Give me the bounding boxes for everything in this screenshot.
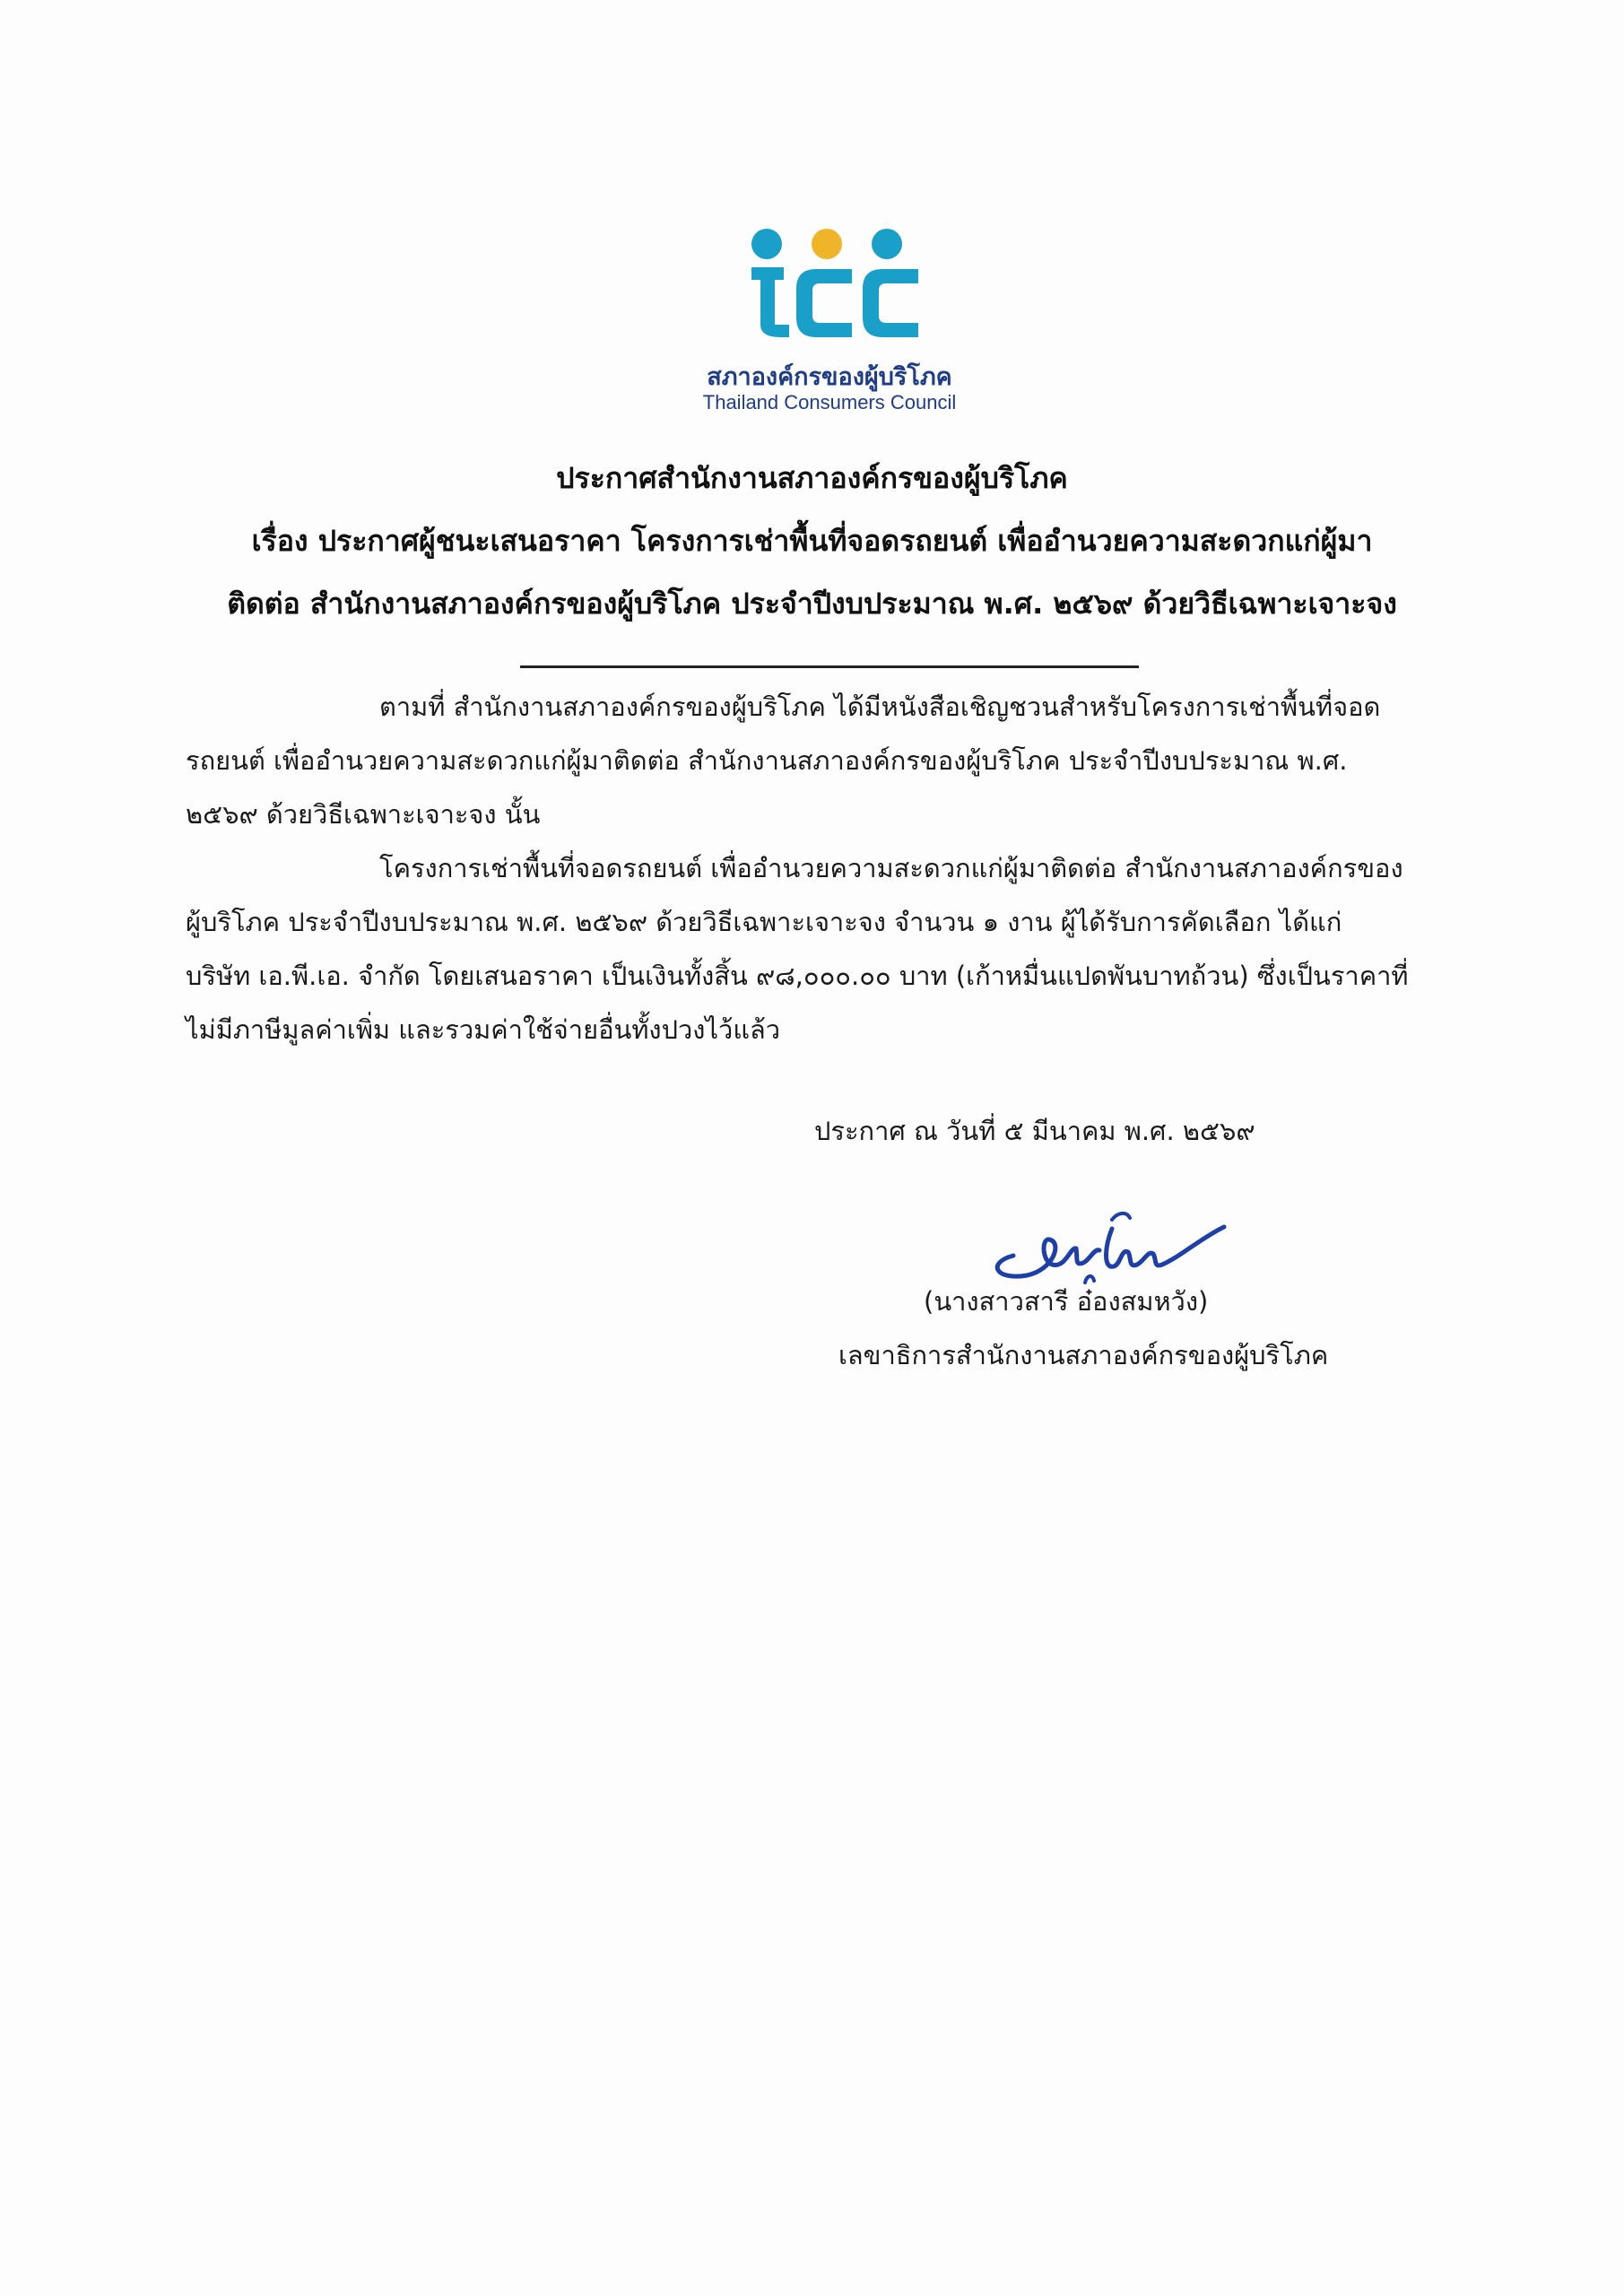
title-line-1: ประกาศสำนักงานสภาองค์กรของผู้บริโภค: [556, 461, 1068, 495]
tcc-logo-mark: [726, 222, 933, 348]
paragraph-1-line-1: ตามที่ สำนักงานสภาองค์กรของผู้บริโภค ได้มีหนังสือเชิญชวนสำหรับโครงการเช่าพื้นที่จอด: [379, 691, 1381, 722]
paragraph-1-line-2: รถยนต์ เพื่ออำนวยความสะดวกแก่ผู้มาติดต่อ สำนักงานสภาองค์กรของผู้บริโภค ประจำปีงบประมาณ พ.ศ.: [186, 745, 1348, 776]
signatory-position: เลขาธิการสำนักงานสภาองค์กรของผู้บริโภค: [838, 1340, 1329, 1370]
paragraph-2-line-2: ผู้บริโภค ประจำปีงบประมาณ พ.ศ. ๒๕๖๙ ด้วยวิธีเฉพาะเจาะจง จำนวน ๑ งาน ผู้ได้รับการคัดเลือก ได้แก่: [186, 907, 1342, 937]
paragraph-2-line-1: โครงการเช่าพื้นที่จอดรถยนต์ เพื่ออำนวยความสะดวกแก่ผู้มาติดต่อ สำนักงานสภาองค์กรของ: [379, 853, 1403, 883]
signatory-name: (นางสาวสารี อ๋องสมหวัง): [924, 1286, 1209, 1317]
paragraph-1-line-3: ๒๕๖๙ ด้วยวิธีเฉพาะเจาะจง นั้น: [186, 799, 541, 830]
announcement-body: [186, 680, 1463, 1057]
title-divider: [520, 665, 1139, 668]
title-line-2: เรื่อง ประกาศผู้ชนะเสนอราคา โครงการเช่าพื้นที่จอดรถยนต์ เพื่ออำนวยความสะดวกแก่ผู้มา: [251, 524, 1373, 558]
announcement-title: [135, 447, 1489, 635]
logo-name-english: Thailand Consumers Council: [702, 391, 957, 413]
announcement-date: ประกาศ ณ วันที่ ๕ มีนาคม พ.ศ. ๒๕๖๙: [814, 1116, 1255, 1146]
paragraph-2-line-3: บริษัท เอ.พี.เอ. จำกัด โดยเสนอราคา เป็นเงินทั้งสิ้น ๙๘,๐๐๐.๐๐ บาท (เก้าหมื่นแปดพันบาทถ้วน) ซึ่งเป็นราคาที่: [186, 961, 1409, 991]
tcc-logo: [682, 222, 977, 420]
paragraph-2-line-4: ไม่มีภาษีมูลค่าเพิ่ม และรวมค่าใช้จ่ายอื่นทั้งปวงไว้แล้ว: [186, 1014, 781, 1045]
title-line-3: ติดต่อ สำนักงานสภาองค์กรของผู้บริโภค ประจำปีงบประมาณ พ.ศ. ๒๕๖๙ ด้วยวิธีเฉพาะเจาะจง: [227, 587, 1397, 621]
logo-name-thai: สภาองค์กรของผู้บริโภค: [707, 363, 952, 391]
